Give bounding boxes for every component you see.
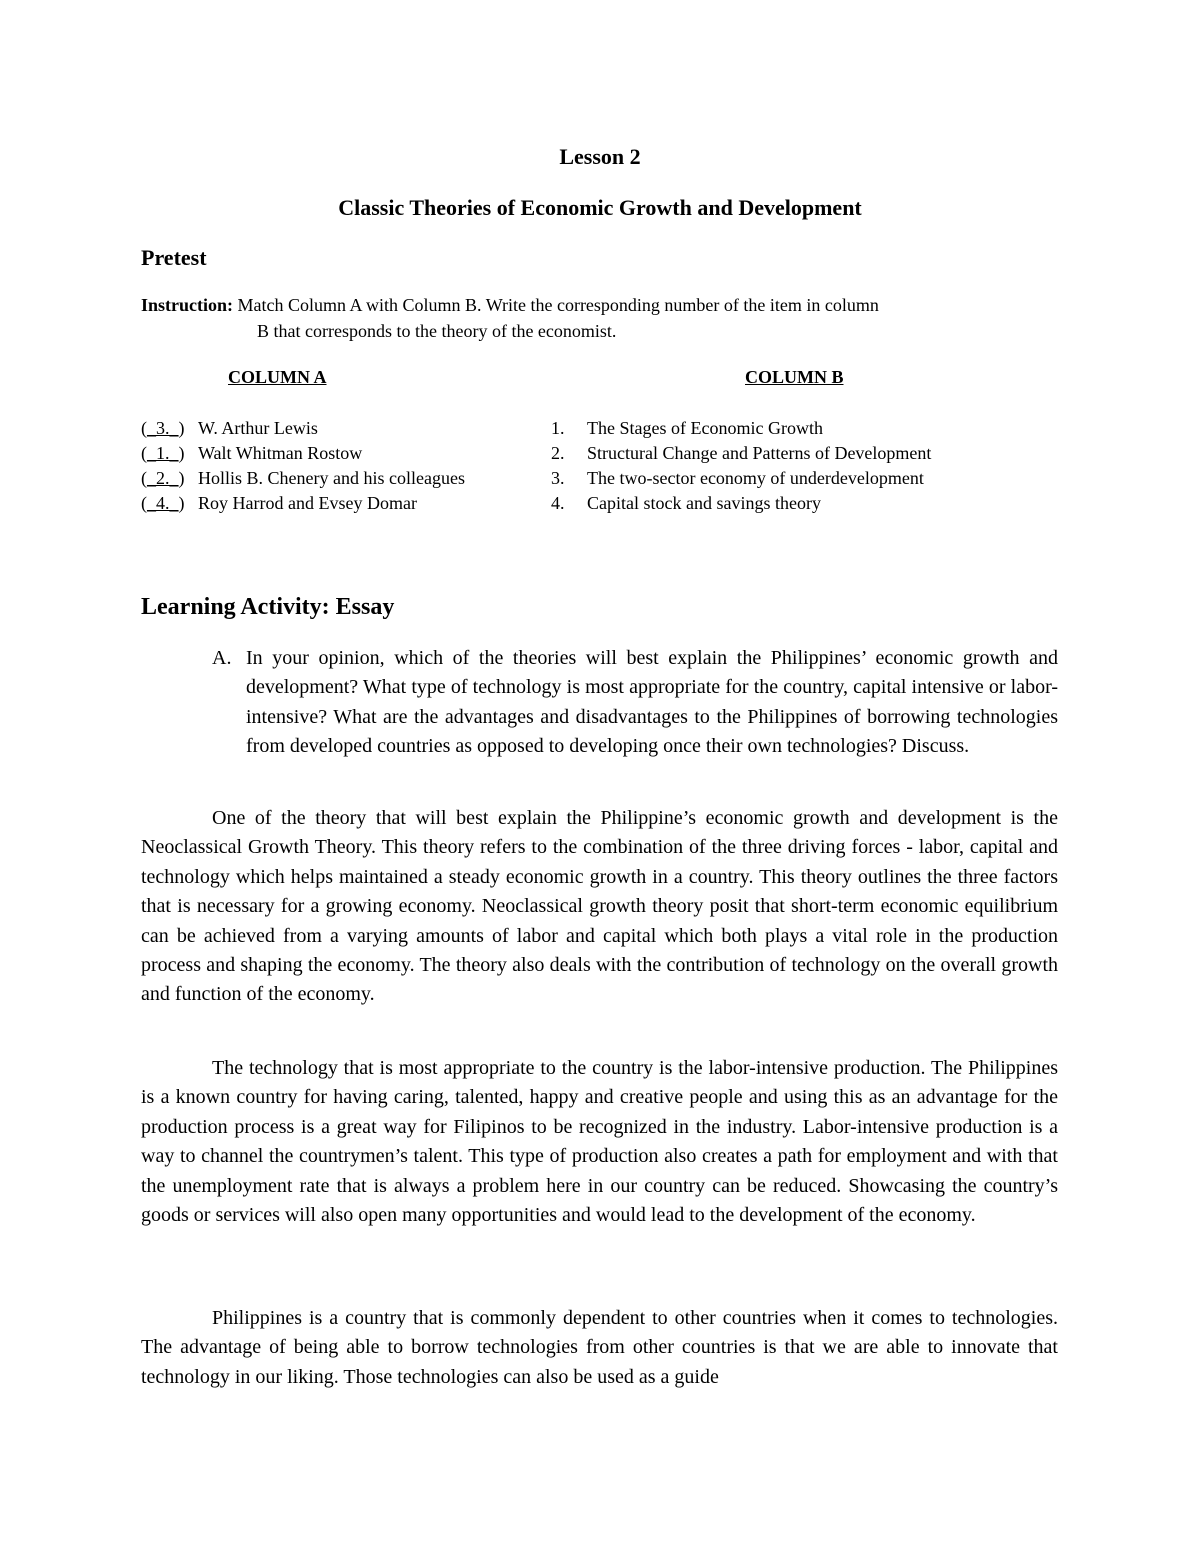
essay-paragraph: One of the theory that will best explain the Philippine’s economic growth and development is the Neoclassical Growth Theory. This theory refers to the combination of the three driving forces - labor, capital and technology which helps maintained a steady economic growth in a country. This theory outlines the three factors that is necessary for a growing economy. Neoclassical growth theory posit that short-term economic equilibrium can be achieved from a varying amounts of labor and capital which both plays a vital role in the production process and shaping the economy. The theory also deals with the contribution of technology on the overall growth and function of the economy.: [141, 807, 1058, 1006]
item-number: 1.: [551, 418, 565, 438]
economist-name: Roy Harrod and Evsey Domar: [198, 493, 417, 513]
instruction-text-line2: B that corresponds to the theory of the economist.: [257, 321, 617, 341]
theory-name: Structural Change and Patterns of Development: [587, 443, 932, 463]
theory-name: The Stages of Economic Growth: [587, 418, 823, 438]
column-a-item: [141, 491, 481, 516]
item-number: 4.: [551, 493, 565, 513]
learning-activity-heading: Learning Activity: Essay: [141, 594, 395, 620]
column-a-item: [141, 416, 481, 441]
answer-blank: (_3._): [141, 418, 185, 438]
column-a-item: [141, 441, 481, 466]
column-b-item: [551, 466, 1071, 491]
essay-paragraph: Philippines is a country that is commonly dependent to other countries when it comes to technologies. The advantage of being able to borrow technologies from other countries is that we are able to innovate that technology in our liking. Those technologies can also be used as a guide: [141, 1307, 1058, 1388]
column-b-item: [551, 491, 1071, 516]
answer-blank: (_2._): [141, 468, 185, 488]
column-b-list: [551, 416, 1071, 516]
instruction-text-line1: Match Column A with Column B. Write the corresponding number of the item in column: [237, 295, 879, 315]
theory-name: Capital stock and savings theory: [587, 493, 821, 513]
lesson-number: Lesson 2: [559, 144, 641, 169]
item-number: 2.: [551, 443, 565, 463]
column-b-item: [551, 441, 1071, 466]
lesson-title: Classic Theories of Economic Growth and Development: [338, 195, 862, 220]
column-b-item: [551, 416, 1071, 441]
answer-blank: (_4._): [141, 493, 185, 513]
answer-blank: (_1._): [141, 443, 185, 463]
item-number: 3.: [551, 468, 565, 488]
economist-name: Hollis B. Chenery and his colleagues: [198, 468, 465, 488]
column-a-heading: COLUMN A: [228, 367, 327, 387]
column-a-item: [141, 466, 481, 491]
essay-paragraph: The technology that is most appropriate to the country is the labor-intensive production. The Philippines is a known country for having caring, talented, happy and creative people and using this as an advantage for the production process is a great way for Filipinos to be recognized in the industry. Labor-intensive production is a way to channel the countrymen’s talent. This type of production also creates a path for employment and with that the unemployment rate that is always a problem here in our country can be reduced. Showcasing the country’s goods or services will also open many opportunities and would lead to the development of the economy.: [141, 1057, 1058, 1227]
question-text: In your opinion, which of the theories will best explain the Philippines’ economic growth and development? What type of technology is most appropriate for the country, capital intensive or labor-intensive? What are the advantages and disadvantages to the Philippines of borrowing technologies from developed countries as opposed to developing once their own technologies? Discuss.: [246, 647, 1058, 757]
column-a-list: [141, 416, 481, 516]
question-letter: A.: [212, 647, 232, 669]
instruction-label: Instruction:: [141, 295, 234, 315]
pretest-heading: Pretest: [141, 245, 207, 270]
economist-name: Walt Whitman Rostow: [198, 443, 363, 463]
essay-question: [212, 644, 1058, 761]
column-b-heading: COLUMN B: [745, 367, 844, 387]
theory-name: The two-sector economy of underdevelopment: [587, 468, 924, 488]
economist-name: W. Arthur Lewis: [198, 418, 318, 438]
instruction: [141, 292, 1041, 344]
